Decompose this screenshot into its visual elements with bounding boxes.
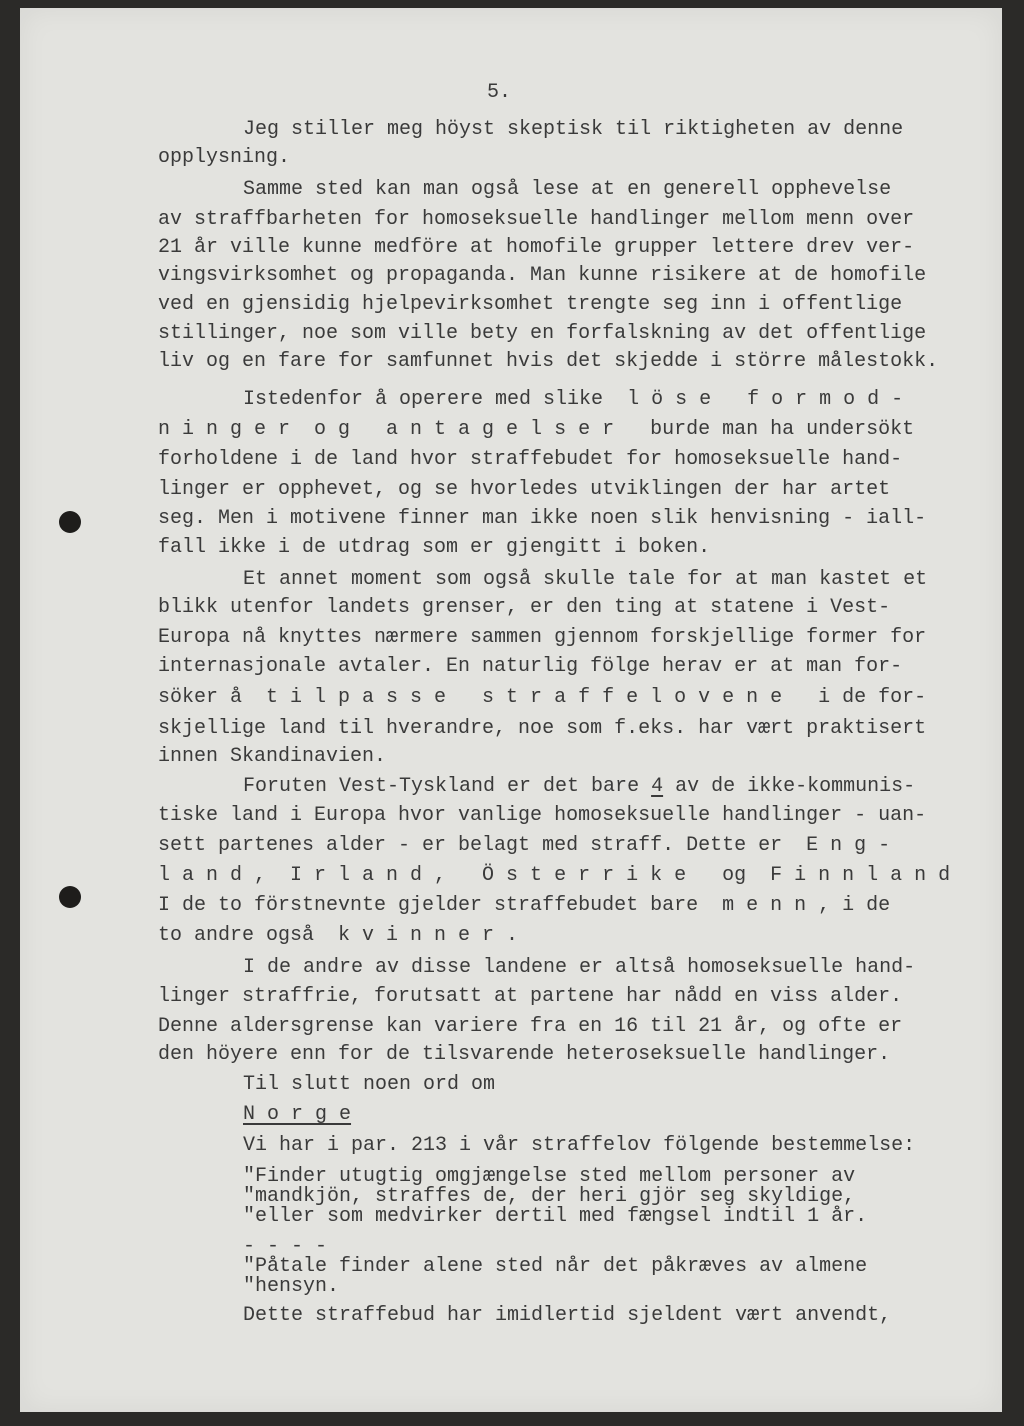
text-line: Jeg stiller meg höyst skeptisk til riktigheten av denne bbox=[243, 118, 904, 141]
text-segment: Foruten Vest-Tyskland er det bare bbox=[243, 775, 652, 798]
punch-hole bbox=[59, 511, 81, 533]
text-line: liv og en fare for samfunnet hvis det skjedde i större målestokk. bbox=[158, 350, 939, 373]
text-line: n i n g e r o g a n t a g e l s e r burde man ha undersökt bbox=[158, 418, 915, 441]
text-line: Et annet moment som også skulle tale for at man kastet et bbox=[243, 568, 928, 591]
quote-separator: - - - - bbox=[243, 1235, 328, 1258]
text-line bbox=[243, 775, 915, 799]
punch-hole bbox=[59, 886, 81, 908]
text-line: Denne aldersgrense kan variere fra en 16 til 21 år, og ofte er bbox=[158, 1015, 903, 1038]
quote-line: "Finder utugtig omgjængelse sted mellom personer av bbox=[243, 1165, 856, 1188]
text-line: stillinger, noe som ville bety en forfalskning av det offentlige bbox=[158, 322, 927, 345]
text-line: tiske land i Europa hvor vanlige homoseksuelle handlinger - uan- bbox=[158, 804, 927, 827]
document-page bbox=[20, 8, 1002, 1412]
text-line: Vi har i par. 213 i vår straffelov fölgende bestemmelse: bbox=[243, 1134, 916, 1157]
text-line: skjellige land til hverandre, noe som f.eks. har vært praktisert bbox=[158, 717, 927, 740]
text-line: Til slutt noen ord om bbox=[243, 1073, 496, 1096]
text-line: 21 år ville kunne medföre at homofile grupper lettere drev ver- bbox=[158, 236, 915, 259]
text-line: den höyere enn for de tilsvarende heteroseksuelle handlinger. bbox=[158, 1043, 891, 1066]
text-line: seg. Men i motivene finner man ikke noen slik henvisning - iall- bbox=[158, 507, 927, 530]
quote-line: "eller som medvirker dertil med fængsel indtil 1 år. bbox=[243, 1205, 868, 1228]
text-line: I de to förstnevnte gjelder straffebudet bare m e n n , i de bbox=[158, 894, 891, 917]
page-number: 5. bbox=[487, 81, 512, 104]
text-line: l a n d , I r l a n d , Ö s t e r r i k e og F i n n l a n d bbox=[158, 864, 951, 887]
quote-line: "hensyn. bbox=[243, 1275, 340, 1298]
quote-line: "Påtale finder alene sted når det påkræves av almene bbox=[243, 1255, 868, 1278]
text-line: av straffbarheten for homoseksuelle handlinger mellom menn over bbox=[158, 208, 915, 231]
text-line: I de andre av disse landene er altså homoseksuelle hand- bbox=[243, 956, 916, 979]
quote-line: "mandkjön, straffes de, der heri gjör seg skyldige, bbox=[243, 1185, 856, 1208]
text-line: linger er opphevet, og se hvorledes utviklingen der har artet bbox=[158, 478, 891, 501]
text-line: sett partenes alder - er belagt med straff. Dette er E n g - bbox=[158, 834, 891, 857]
text-line: söker å t i l p a s s e s t r a f f e l o v e n e i de for- bbox=[158, 686, 927, 709]
text-line: ved en gjensidig hjelpevirksomhet trengte seg inn i offentlige bbox=[158, 293, 903, 316]
text-line: Istedenfor å operere med slike l ö s e f o r m o d - bbox=[243, 388, 904, 411]
text-line: blikk utenfor landets grenser, er den ting at statene i Vest- bbox=[158, 596, 891, 619]
text-line: forholdene i de land hvor straffebudet for homoseksuelle hand- bbox=[158, 448, 903, 471]
text-line: fall ikke i de utdrag som er gjengitt i boken. bbox=[158, 536, 711, 559]
text-line: linger straffrie, forutsatt at partene har nådd en viss alder. bbox=[158, 985, 903, 1008]
text-line: opplysning. bbox=[158, 146, 291, 169]
text-line: internasjonale avtaler. En naturlig fölge herav er at man for- bbox=[158, 655, 903, 678]
section-heading: N o r g e bbox=[243, 1103, 352, 1126]
text-segment: av de ikke-kommunis- bbox=[663, 775, 916, 798]
text-line: to andre også k v i n n e r . bbox=[158, 924, 519, 947]
text-line: Samme sted kan man også lese at en generell opphevelse bbox=[243, 178, 892, 201]
underlined-number: 4 bbox=[651, 775, 664, 798]
text-line: Europa nå knyttes nærmere sammen gjennom forskjellige former for bbox=[158, 626, 927, 649]
text-line: Dette straffebud har imidlertid sjeldent vært anvendt, bbox=[243, 1304, 892, 1327]
text-line: innen Skandinavien. bbox=[158, 745, 387, 768]
text-line: vingsvirksomhet og propaganda. Man kunne risikere at de homofile bbox=[158, 264, 927, 287]
